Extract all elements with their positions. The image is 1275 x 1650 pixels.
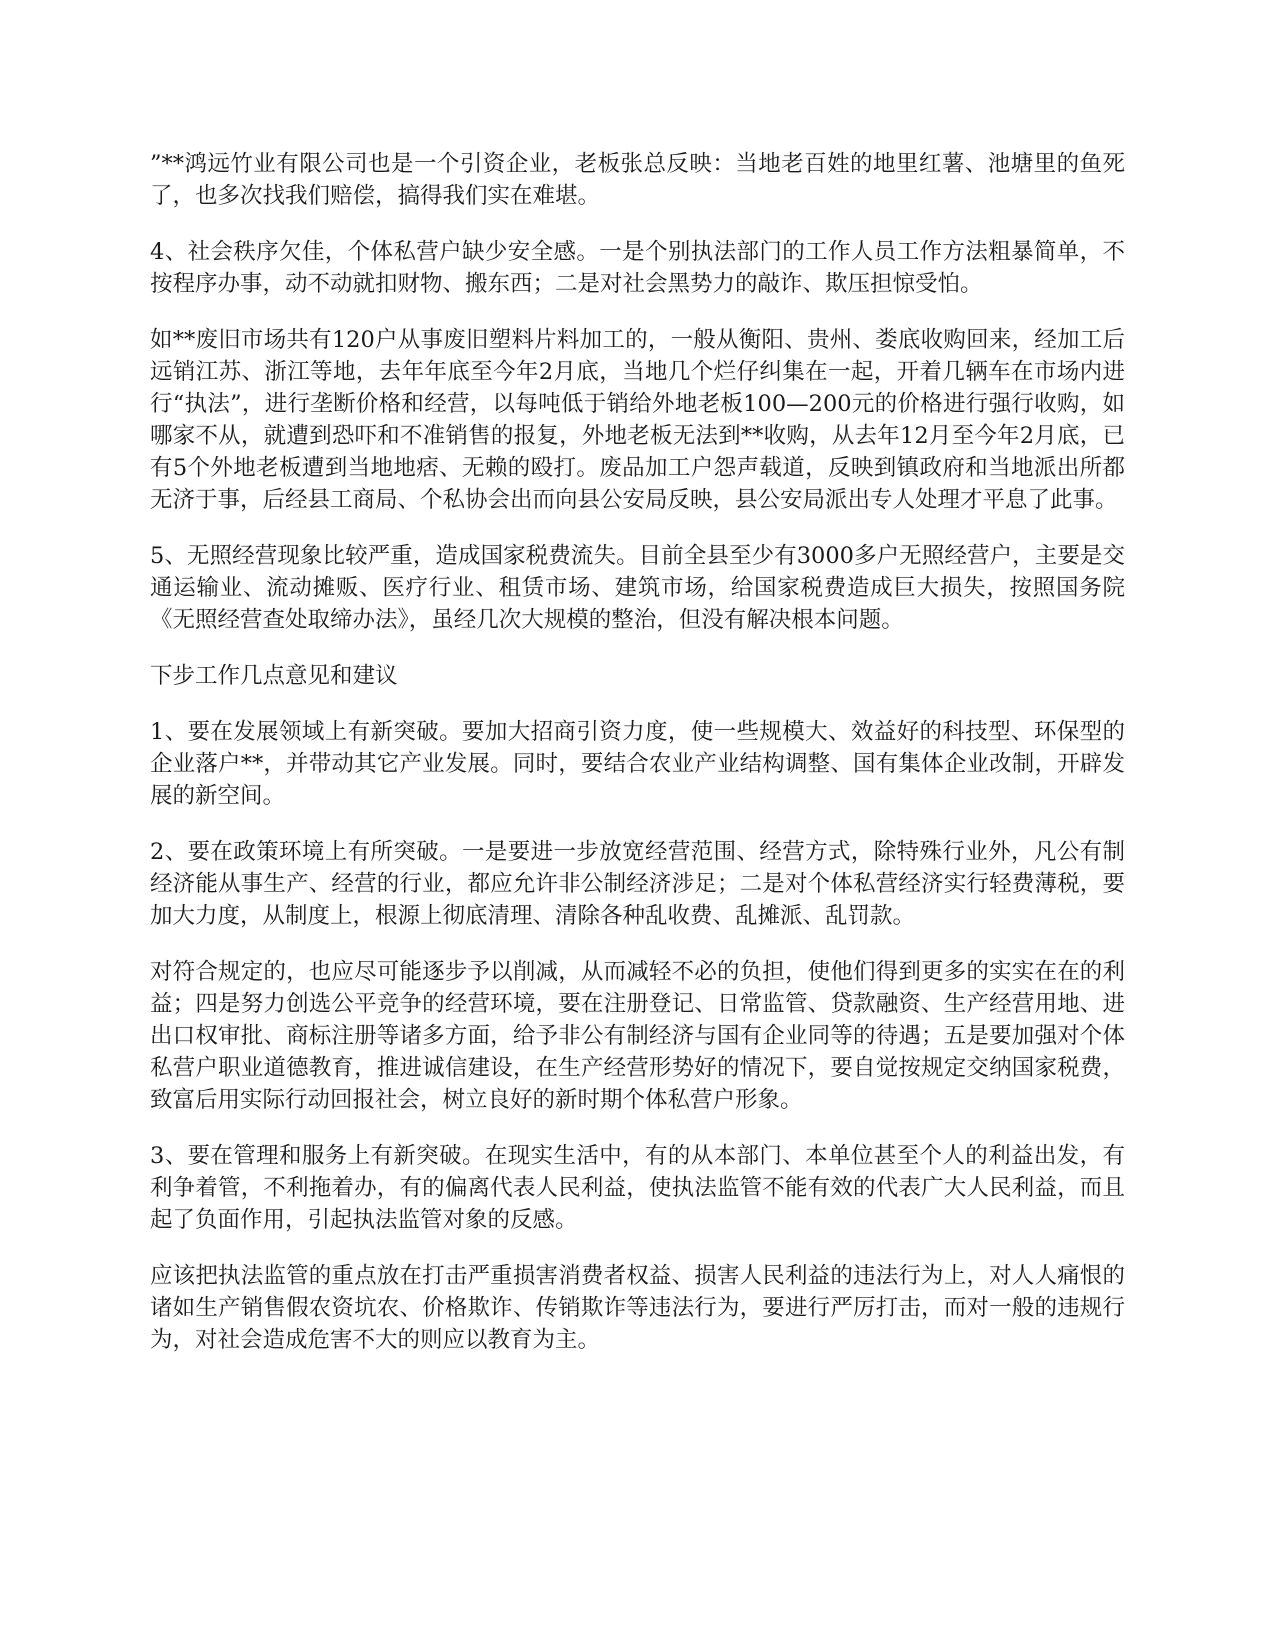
document-body [150,148,1125,1380]
paragraph-complaint-bamboo-company: ”**鸿远竹业有限公司也是一个引资企业，老板张总反映：当地老百姓的地里红薯、池塘里的鱼死了，也多次找我们赔偿，搞得我们实在难堪。 [150,151,1125,209]
paragraph-suggestion-2: 2、要在政策环境上有所突破。一是要进一步放宽经营范围、经营方式，除特殊行业外，凡公有制经济能从事生产、经营的行业，都应允许非公制经济涉足；二是对个体私营经济实行轻费薄税，要加大力度，从制度上，根源上彻底清理、清除各种乱收费、乱摊派、乱罚款。 [150,839,1125,929]
paragraph-point-4-social-order: 4、社会秩序欠佳，个体私营户缺少安全感。一是个别执法部门的工作人员工作方法粗暴简单，不按程序办事，动不动就扣财物、搬东西；二是对社会黑势力的敲诈、欺压担惊受怕。 [150,239,1125,297]
paragraph-suggestion-2-continued: 对符合规定的，也应尽可能逐步予以削减，从而减轻不必的负担，使他们得到更多的实实在在的利益；四是努力创选公平竞争的经营环境，要在注册登记、日常监管、贷款融资、生产经营用地、进出口权审批、商标注册等诸多方面，给予非公有制经济与国有企业同等的待遇；五是要加强对个体私营户职业道德教育，推进诚信建设，在生产经营形势好的情况下，要自觉按规定交纳国家税费，致富后用实际行动回报社会，树立良好的新时期个体私营户形象。 [150,959,1125,1113]
paragraph-enforcement-focus: 应该把执法监管的重点放在打击严重损害消费者权益、损害人民利益的违法行为上，对人人痛恨的诸如生产销售假农资坑农、价格欺诈、传销欺诈等违法行为，要进行严厉打击，而对一般的违规行为，对社会造成危害不大的则应以教育为主。 [150,1263,1125,1353]
paragraph-suggestion-1: 1、要在发展领域上有新突破。要加大招商引资力度，使一些规模大、效益好的科技型、环保型的企业落户**，并带动其它产业发展。同时，要结合农业产业结构调整、国有集体企业改制，开辟发展的新空间。 [150,719,1125,809]
paragraph-scrap-market-case: 如**废旧市场共有120户从事废旧塑料片料加工的，一般从衡阳、贵州、娄底收购回来，经加工后远销江苏、浙江等地，去年年底至今年2月底，当地几个烂仔纠集在一起，开着几辆车在市场内进行“执法”，进行垄断价格和经营，以每吨低于销给外地老板100—200元的价格进行强行收购，如哪家不从，就遭到恐吓和不准销售的报复，外地老板无法到**收购，从去年12月至今年2月底，已有5个外地老板遭到当地地痞、无赖的殴打。废品加工户怨声载道，反映到镇政府和当地派出所都无济于事，后经县工商局、个私协会出而向县公安局反映，县公安局派出专人处理才平息了此事。 [150,327,1125,513]
paragraph-suggestion-3: 3、要在管理和服务上有新突破。在现实生活中，有的从本部门、本单位甚至个人的利益出发，有利争着管，不利拖着办，有的偏离代表人民利益，使执法监管不能有效的代表广大人民利益，而且起了负面作用，引起执法监管对象的反感。 [150,1143,1125,1233]
section-heading-suggestions: 下步工作几点意见和建议 [150,663,398,689]
paragraph-point-5-unlicensed-business: 5、无照经营现象比较严重，造成国家税费流失。目前全县至少有3000多户无照经营户，主要是交通运输业、流动摊贩、医疗行业、租赁市场、建筑市场，给国家税费造成巨大损失，按照国务院《无照经营查处取缔办法》，虽经几次大规模的整治，但没有解决根本问题。 [150,543,1125,633]
